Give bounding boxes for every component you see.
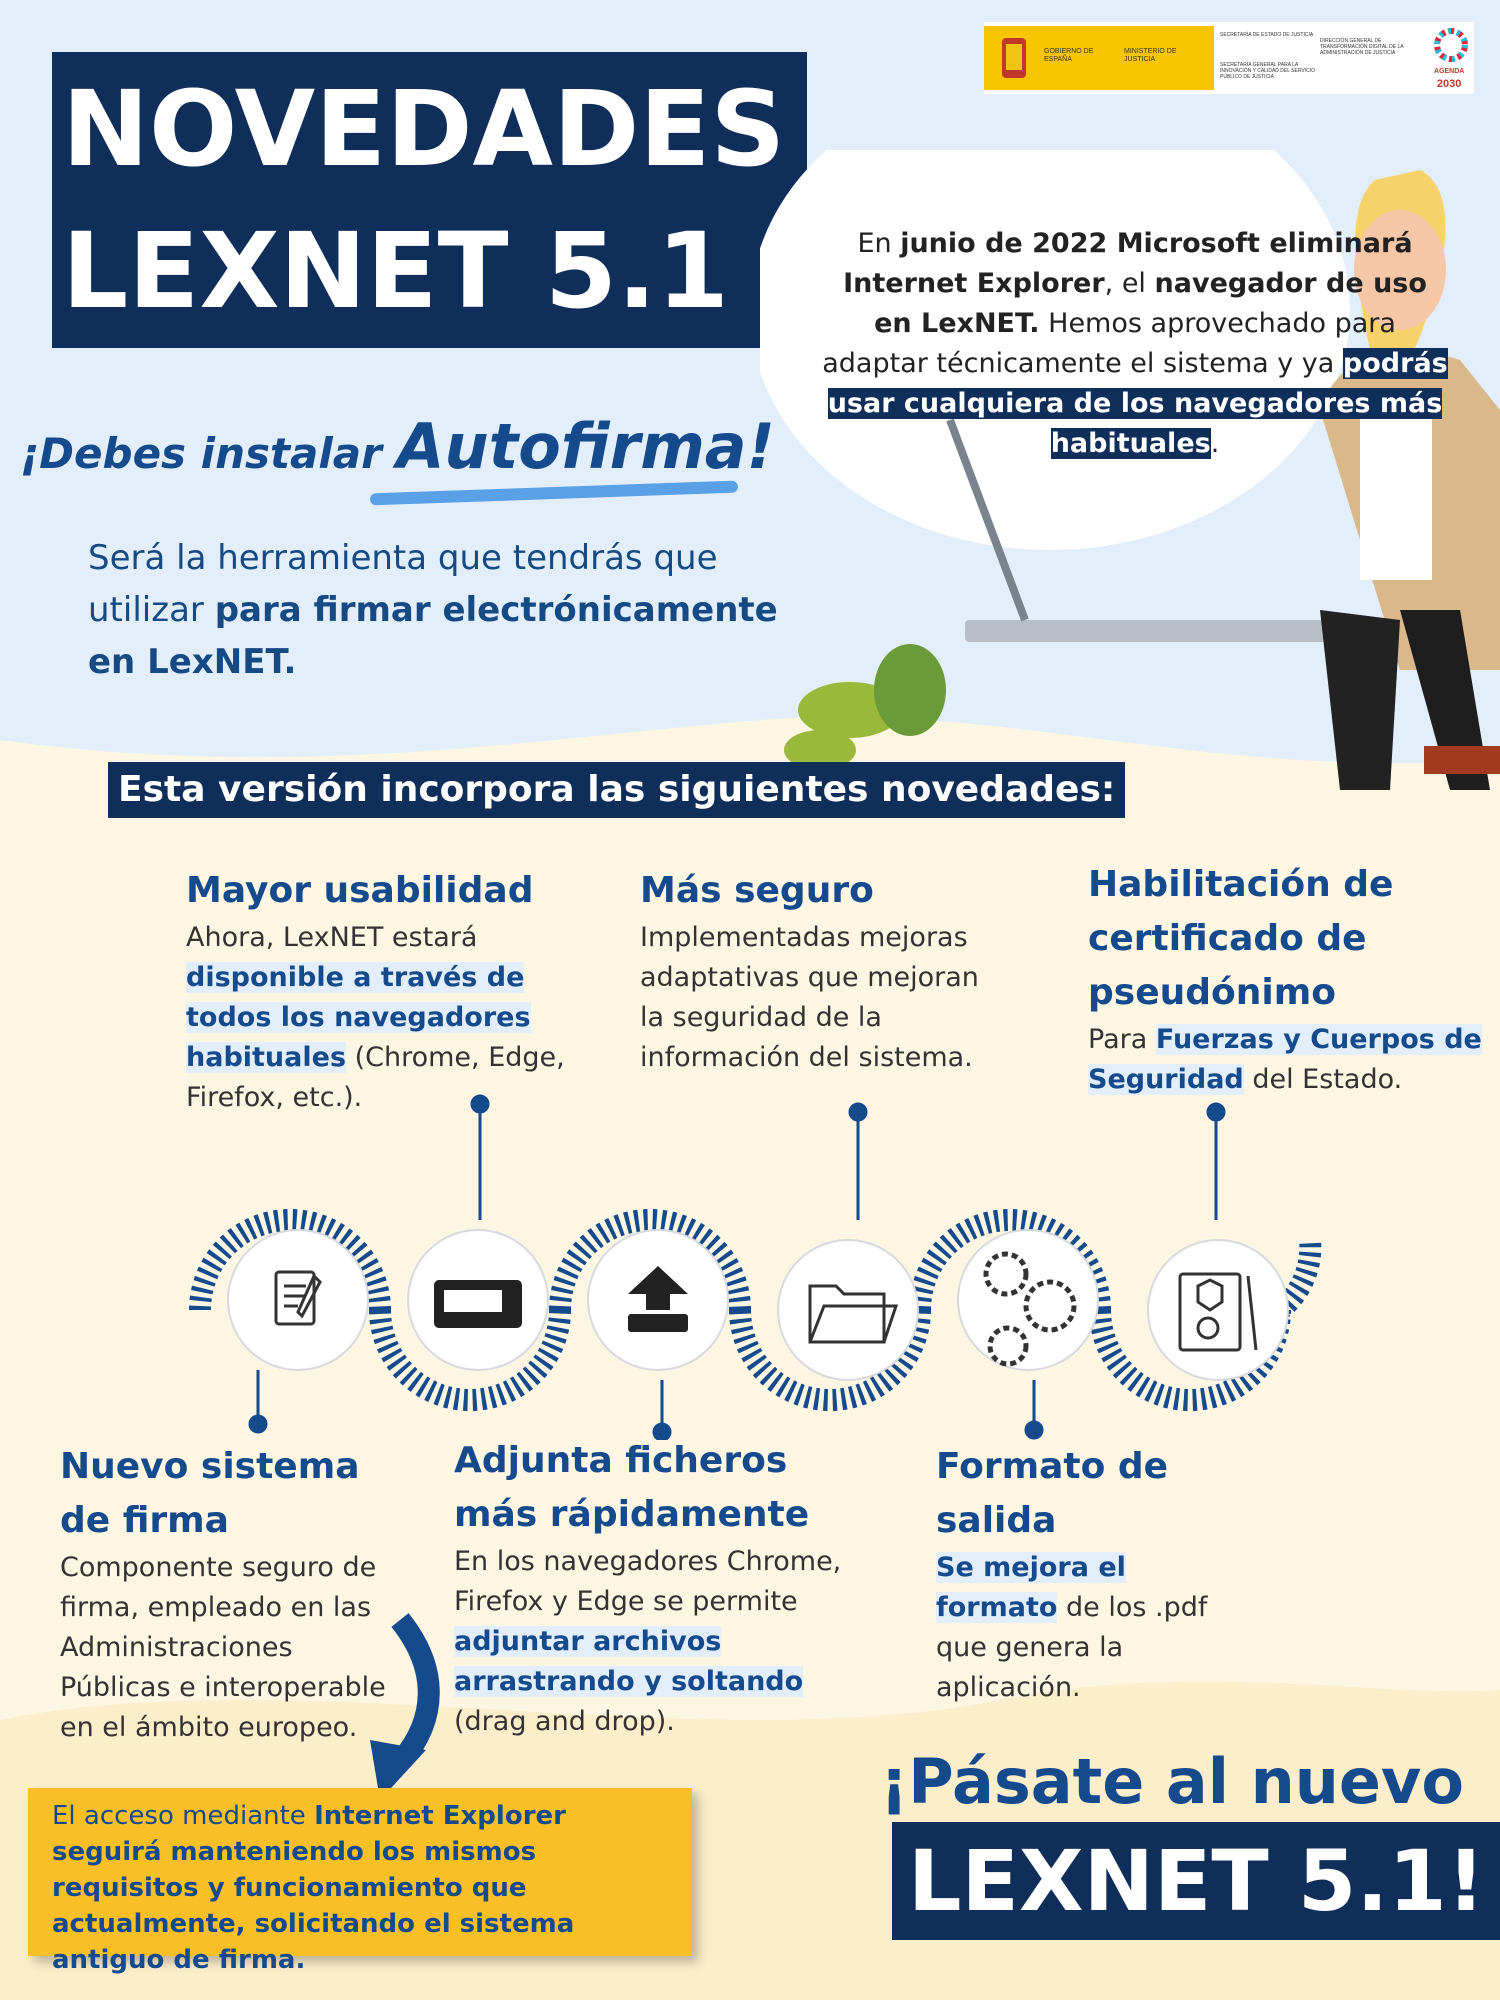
feature-certificado-pseudonimo <box>1088 858 1488 1100</box>
feature-highlight: Fuerzas y Cuerpos de Seguridad <box>1088 1024 1482 1095</box>
feature-text: En los navegadores Chrome, Firefox y Edge se permite <box>454 1546 842 1617</box>
subtitle-autofirma: Autofirma! <box>396 410 775 483</box>
feature-mayor-usabilidad <box>186 864 596 1118</box>
feature-description <box>186 918 596 1118</box>
cta-line-2: LEXNET 5.1! <box>892 1822 1500 1940</box>
secretaria-general-label: SECRETARÍA GENERAL PARA LA INNOVACIÓN Y CALIDAD DEL SERVICIO PÚBLICO DE JUSTICIA <box>1220 62 1316 80</box>
feature-title: Habilitación de certificado de pseudónimo <box>1088 864 1394 1013</box>
cta-line-1: ¡Pásate al nuevo <box>880 1745 1464 1818</box>
secretaria-label: SECRETARÍA DE ESTADO DE JUSTICIA <box>1220 32 1314 38</box>
feature-text: Para <box>1088 1024 1156 1055</box>
agenda-text: AGENDA <box>1434 68 1465 75</box>
bubble-t3: Hemos aprovechado para adaptar técnicamente el sistema y ya <box>822 308 1396 379</box>
feature-description <box>936 1548 1216 1708</box>
ministerio-label: MINISTERIO DE JUSTICIA <box>1124 48 1177 63</box>
feature-title: Nuevo sistema de firma <box>60 1446 360 1541</box>
feature-text: Ahora, LexNET estará <box>186 922 478 953</box>
feature-formato-salida <box>936 1440 1216 1708</box>
government-logo-strip <box>984 22 1474 94</box>
intro-text-plain: Será la herramienta que tendrás que utilizar <box>88 538 718 630</box>
subtitle-lead: ¡Debes instalar <box>20 429 397 478</box>
note-bold: Internet Explorer seguirá manteniendo los mismos requisitos y funcionamiento que actualmente, solicitando el sistema antiguo de firma. <box>52 1801 575 1975</box>
bubble-t4: . <box>1210 428 1220 459</box>
bubble-b2: navegador de uso en LexNET. <box>874 268 1427 339</box>
page-title <box>52 52 807 348</box>
intro-text <box>88 532 788 688</box>
feature-title: Formato de salida <box>936 1446 1169 1541</box>
feature-title: Mayor usabilidad <box>186 870 534 911</box>
feature-adjunta-ficheros <box>454 1434 874 1742</box>
gobierno-label: GOBIERNO DE ESPAÑA <box>1044 48 1094 63</box>
coat-of-arms-icon <box>996 34 1032 82</box>
feature-description: Implementadas mejoras adaptativas que mejoran la seguridad de la información del sistema. <box>640 922 979 1073</box>
internet-explorer-note <box>28 1788 692 1975</box>
title-line-2: LEXNET 5.1 <box>62 210 729 332</box>
feature-highlight: adjuntar archivos arrastrando y soltando <box>454 1626 804 1697</box>
feature-highlight: Se mejora el formato <box>936 1552 1126 1623</box>
feature-title: Adjunta ficheros más rápidamente <box>454 1440 810 1535</box>
title-line-1: NOVEDADES <box>62 68 786 190</box>
timeline <box>0 1080 1500 1440</box>
feature-text: del Estado. <box>1243 1064 1403 1095</box>
agenda-2030-label <box>1434 66 1464 90</box>
note-text: El acceso mediante <box>52 1801 315 1831</box>
feature-text: de los .pdf que genera la aplicación. <box>936 1592 1208 1703</box>
feature-description <box>454 1542 874 1742</box>
feature-description: Componente seguro de firma, empleado en las Administraciones Públicas e interoperable en el ámbito europeo. <box>60 1552 386 1743</box>
curved-arrow-icon <box>340 1610 460 1810</box>
agenda-year: 2030 <box>1436 78 1462 90</box>
feature-mas-seguro <box>640 864 990 1078</box>
bubble-text <box>820 224 1450 464</box>
intro-text-bold: para firmar electrónicamente en LexNET. <box>88 590 778 682</box>
direccion-general-label: DIRECCIÓN GENERAL DE TRANSFORMACIÓN DIGITAL DE LA ADMINISTRACIÓN DE JUSTICIA <box>1320 38 1404 56</box>
feature-description <box>1088 1020 1488 1100</box>
feature-text: (drag and drop). <box>454 1706 675 1737</box>
agenda-2030-wheel-icon <box>1434 28 1468 62</box>
bubble-b1: junio de 2022 Microsoft eliminará Internet Explorer <box>843 228 1413 299</box>
plant-icon <box>784 644 946 770</box>
feature-highlight: disponible a través de todos los navegadores habituales <box>186 962 531 1073</box>
feature-text: (Chrome, Edge, Firefox, etc.). <box>186 1042 565 1113</box>
bubble-highlight: podrás usar cualquiera de los navegadores más habituales <box>827 348 1448 459</box>
bubble-t1: En <box>857 228 901 259</box>
feature-title: Más seguro <box>640 870 874 911</box>
section-title: Esta versión incorpora las siguientes novedades: <box>108 762 1125 818</box>
bubble-t2: , el <box>1104 268 1155 299</box>
subtitle <box>20 410 775 483</box>
card-reader-icon <box>434 1280 522 1328</box>
